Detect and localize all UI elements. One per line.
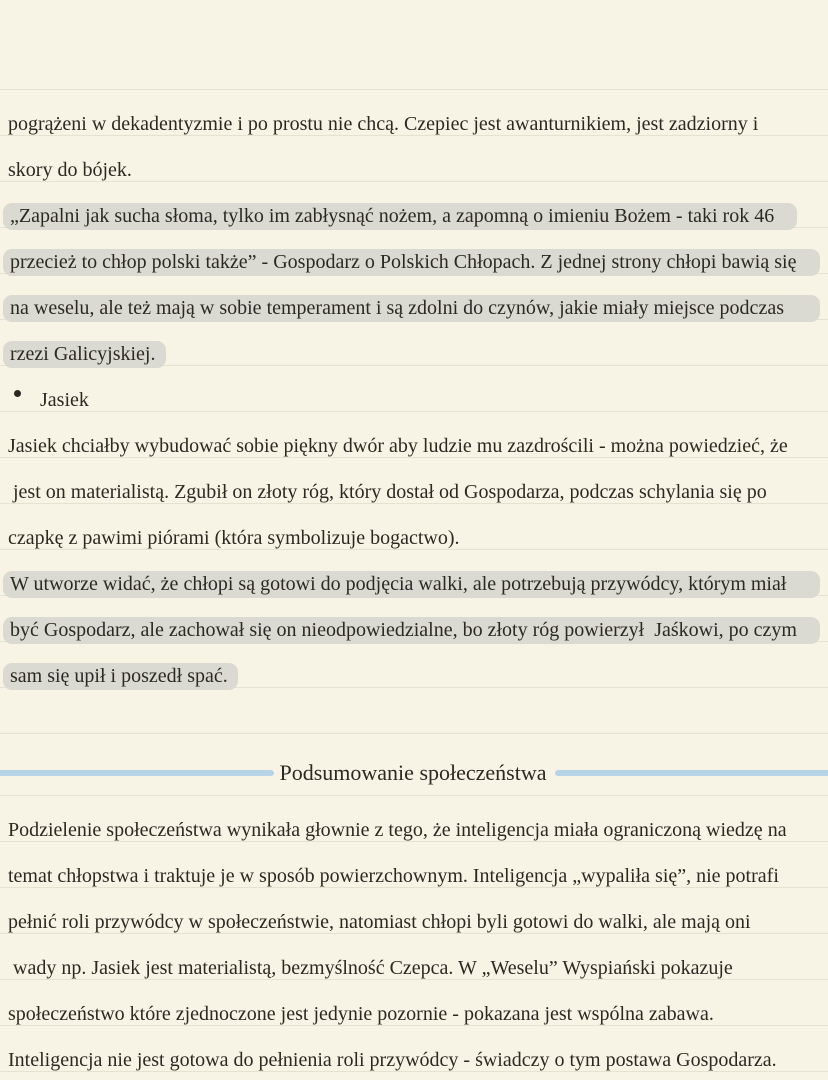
line-text: pogrążeni w dekadentyzmie i po prostu nie chcą. Czepiec jest awanturnikiem, jest zadziorny i	[8, 113, 759, 135]
line-text: pełnić roli przywódcy w społeczeństwie, natomiast chłopi byli gotowi do walki, ale mają oni	[8, 911, 751, 933]
bullet-icon	[14, 390, 21, 397]
text-line	[0, 412, 828, 458]
line-text: temat chłopstwa i traktuje je w sposób powierzchownym. Inteligencja „wypaliła się”, nie potrafi	[8, 865, 779, 887]
highlighted-line	[0, 642, 828, 688]
highlighted-line	[0, 550, 828, 596]
text-line	[0, 458, 828, 504]
highlighted-text: W utworze widać, że chłopi są gotowi do podjęcia walki, ale potrzebują przywódcy, którym miał	[3, 571, 820, 598]
text-line	[0, 980, 828, 1026]
text-line	[0, 934, 828, 980]
text-line	[0, 504, 828, 550]
empty-line	[0, 688, 828, 734]
text-line	[0, 796, 828, 842]
line-text: czapkę z pawimi piórami (która symbolizuje bogactwo).	[8, 527, 460, 549]
line-text: wady np. Jasiek jest materialistą, bezmyślność Czepca. W „Weselu” Wyspiański pokazuje	[8, 957, 733, 979]
line-text: jest on materialistą. Zgubił on złoty róg, który dostał od Gospodarza, podczas schylania się po	[8, 481, 767, 503]
text-line	[0, 136, 828, 182]
highlighted-line	[0, 182, 828, 228]
heading-rule-left	[0, 770, 274, 776]
line-text: skory do bójek.	[8, 159, 132, 181]
page-margin-top	[0, 0, 828, 90]
highlighted-line	[0, 320, 828, 366]
highlighted-text: być Gospodarz, ale zachował się on nieodpowiedzialne, bo złoty róg powierzył Jaśkowi, po czym	[3, 617, 820, 644]
highlighted-text: przecież to chłop polski także” - Gospodarz o Polskich Chłopach. Z jednej strony chłopi bawią się	[3, 249, 820, 276]
line-text: społeczeństwo które zjednoczone jest jedynie pozornie - pokazana jest wspólna zabawa.	[8, 1003, 714, 1025]
text-line	[0, 842, 828, 888]
highlighted-text: sam się upił i poszedł spać.	[3, 663, 238, 690]
line-text: Jasiek chciałby wybudować sobie piękny dwór aby ludzie mu zazdrościli - można powiedzieć, że	[8, 435, 788, 457]
highlighted-text: na weselu, ale też mają w sobie temperament i są zdolni do czynów, jakie miały miejsce podczas	[3, 295, 820, 322]
line-text: Inteligencja nie jest gotowa do pełnienia roli przywódcy - świadczy o tym postawa Gospodarza.	[8, 1049, 777, 1071]
line-text: Podzielenie społeczeństwa wynikała głownie z tego, że inteligencja miała ograniczoną wiedzę na	[8, 819, 787, 841]
highlighted-line	[0, 274, 828, 320]
bullet-label: Jasiek	[40, 389, 89, 411]
heading-rule-right	[555, 770, 828, 776]
section-heading: Podsumowanie społeczeństwa	[279, 760, 547, 785]
page-margin-bottom	[0, 1072, 828, 1080]
highlighted-text: rzezi Galicyjskiej.	[3, 341, 166, 368]
text-line	[0, 1026, 828, 1072]
highlighted-line	[0, 596, 828, 642]
highlighted-line	[0, 228, 828, 274]
text-line	[0, 888, 828, 934]
section-heading-row	[0, 734, 828, 796]
bullet-item	[0, 366, 828, 412]
text-line	[0, 90, 828, 136]
highlighted-text: „Zapalni jak sucha słoma, tylko im zabłysnąć nożem, a zapomną o imieniu Bożem - taki rok 46	[3, 203, 797, 230]
